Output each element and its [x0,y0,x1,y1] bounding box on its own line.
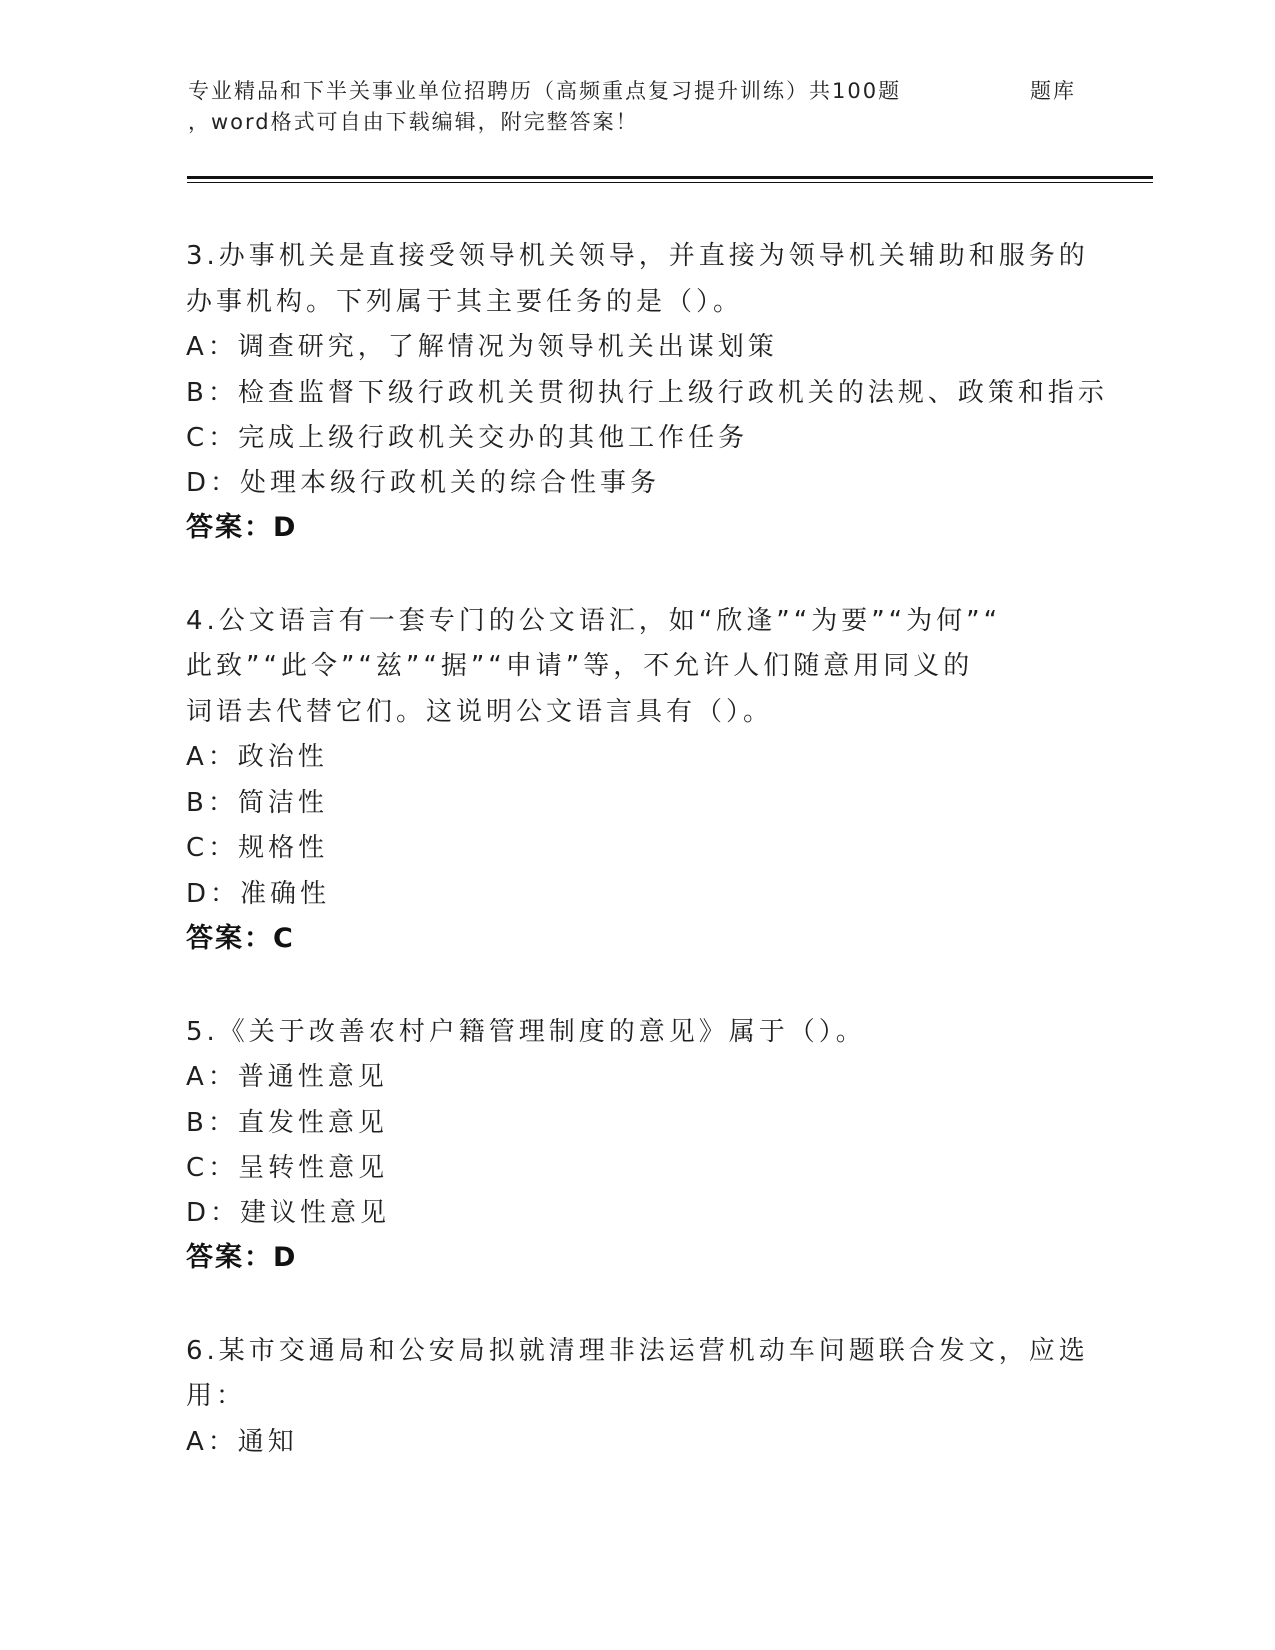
question-stem-line: 3.办事机关是直接受领导机关领导，并直接为领导机关辅助和服务的 [186,241,1089,271]
header-right-label: 题库 [1030,79,1076,103]
option-a: A：普通性意见 [186,1062,388,1092]
question-stem-line: 词语去代替它们。这说明公文语言具有（）。 [186,697,774,727]
question-stem-line: 6.某市交通局和公安局拟就清理非法运营机动车问题联合发文，应选 [186,1336,1089,1366]
option-a: A：通知 [186,1427,298,1457]
option-a: A：政治性 [186,742,328,772]
question-stem-line: 4.公文语言有一套专门的公文语汇，如“欣逢”“为要”“为何”“ [186,606,1002,636]
question-stem-line: 用： [186,1381,247,1411]
option-b: B：直发性意见 [186,1108,388,1138]
question-stem-line: 办事机构。下列属于其主要任务的是（）。 [186,287,744,317]
answer-line: 答案：D [186,512,298,543]
option-c: C：呈转性意见 [186,1153,389,1183]
option-c: C：完成上级行政机关交办的其他工作任务 [186,423,749,453]
option-d: D：准确性 [186,879,331,909]
answer-line: 答案：D [186,1242,298,1273]
answer-line: 答案：C [186,923,295,954]
question-stem-line: 此致”“此令”“兹”“据”“申请”等，不允许人们随意用同义的 [186,651,974,681]
option-d: D：建议性意见 [186,1198,391,1228]
option-b: B：简洁性 [186,788,328,818]
option-a: A：调查研究，了解情况为领导机关出谋划策 [186,332,778,362]
header-divider-thick [187,176,1153,179]
option-c: C：规格性 [186,833,329,863]
option-d: D：处理本级行政机关的综合性事务 [186,468,661,498]
option-b: B：检查监督下级行政机关贯彻执行上级行政机关的法规、政策和指示 [186,378,1108,408]
header-title-line-2: ，word格式可自由下载编辑，附完整答案！ [188,110,639,134]
header-title-line-1: 专业精品和下半关事业单位招聘历（高频重点复习提升训练）共100题 [188,79,902,103]
header-divider-thin [187,182,1153,183]
question-stem-line: 5.《关于改善农村户籍管理制度的意见》属于（）。 [186,1017,866,1047]
